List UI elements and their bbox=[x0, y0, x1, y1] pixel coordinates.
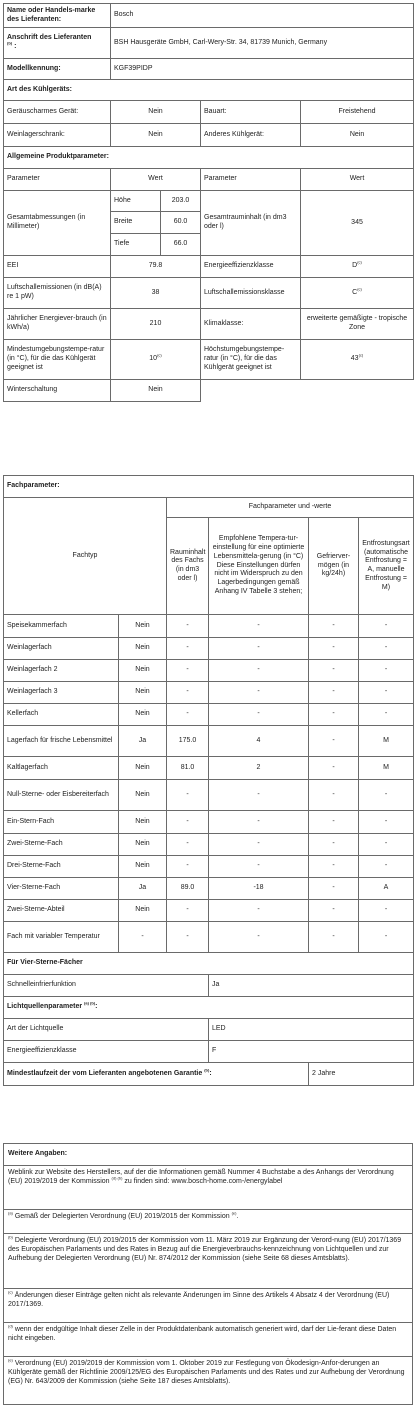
table-row: Weinlagerfach Nein - - - - bbox=[4, 638, 414, 660]
param-header-2: Parameter bbox=[201, 169, 301, 191]
col-temp-header: Empfohlene Tempera-tur-einstellung für eine optimierte Lebensmittela-gerung (in °C) Diese Einstellungen dürfen nicht im Widerspruch zu den Lagerbedingungen gemäß Anhang IV Tabelle 3 stehen; bbox=[209, 518, 309, 615]
low-noise-value: Nein bbox=[111, 101, 201, 124]
dims-label: Gesamtabmessungen (in Millimeter) bbox=[4, 191, 111, 256]
light-header: Lichtquellenparameter $^{(a) (b)}$: bbox=[4, 997, 414, 1019]
table-row: Null-Sterne- oder Eisbereiterfach Nein - - - - bbox=[4, 780, 414, 811]
footnote-b: $^{(b)}$ Delegierte Verordnung (EU) 2019/2015 der Kommission vom 11. März 2019 zur Ergänzung der Verord-nung (EU) 2017/1369 des Europäischen Parlaments und des Rates in Bezug auf die Energieverbrauchs-kennzeichnung von Lichtquellen und zur Aufhebung der Delegierten Verordnung (EU) Nr. 874/2012 der Kommission (siehe Seite 68 dieses Amtsblatts). bbox=[4, 1234, 413, 1289]
fachtyp-header: Fachtyp bbox=[4, 498, 167, 615]
table-row: Lagerfach für frische Lebensmittel Ja 175.0 4 - M bbox=[4, 726, 414, 757]
weblink-text: Weblink zur Website des Herstellers, auf der die Informationen gemäß Nummer 4 Buchstabe a des Anhangs der Verordnung (EU) 2019/2019 der Kommission $^{(d) (b)}$ zu finden sind: www.bosch-home.com-/energylabel bbox=[4, 1166, 413, 1210]
min-temp-label: Mindestumgebungstempe-ratur (in °C), für die das Kühlgerät geeignet ist bbox=[4, 340, 111, 380]
wine-value: Nein bbox=[111, 124, 201, 147]
winter-value: Nein bbox=[111, 380, 201, 402]
additional-info-table bbox=[3, 1143, 413, 1405]
warranty-value: 2 Jahre bbox=[309, 1063, 414, 1086]
noise-label: Luftschallemissionen (in dB(A) re 1 pW) bbox=[4, 278, 111, 309]
table-row: Zwei-Sterne-Abteil Nein - - - - bbox=[4, 900, 414, 922]
depth-label: Tiefe bbox=[111, 234, 161, 256]
max-temp-value: 43$^{(c)}$ bbox=[301, 340, 414, 380]
wert-header: Wert bbox=[111, 169, 201, 191]
volume-label: Gesamtrauminhalt (in dm3 oder l) bbox=[201, 191, 301, 256]
model-label: Modellkennung: bbox=[4, 59, 111, 80]
compartment-table bbox=[3, 475, 414, 1086]
table-row: Zwei-Sterne-Fach Nein - - - - bbox=[4, 834, 414, 856]
min-temp-value: 10$^{(c)}$ bbox=[111, 340, 201, 380]
footnote-a: $^{(a)}$ Gemäß der Delegierten Verordnung (EU) 2019/2015 der Kommission $^{(e)}$. bbox=[4, 1210, 413, 1234]
height-value: 203.0 bbox=[161, 191, 201, 212]
eei-label: EEI bbox=[4, 256, 111, 278]
address-value: BSH Hausgeräte GmbH, Carl-Wery-Str. 34, 81739 Munich, Germany bbox=[111, 28, 414, 59]
height-label: Höhe bbox=[111, 191, 161, 212]
werte-header: Fachparameter und -werte bbox=[167, 498, 414, 518]
quick-freeze-label: Schnelleinfrierfunktion bbox=[4, 975, 209, 997]
light-class-label: Energieeffizienzklasse bbox=[4, 1041, 209, 1063]
type-header: Art des Kühlgeräts: bbox=[4, 80, 414, 101]
warranty-label: Mindestlaufzeit der vom Lieferanten angebotenen Garantie $^{(b)}$: bbox=[4, 1063, 309, 1086]
address-label: Anschrift des Lieferanten bbox=[7, 34, 92, 42]
light-type-label: Art der Lichtquelle bbox=[4, 1019, 209, 1041]
table-row: Fach mit variabler Temperatur - - - - - bbox=[4, 922, 414, 953]
noise-class-value: $C^{(c)}$ bbox=[301, 278, 414, 309]
supplier-value: Bosch bbox=[111, 4, 414, 28]
other-value: Nein bbox=[301, 124, 414, 147]
width-label: Breite bbox=[111, 212, 161, 234]
max-temp-label: Höchstumgebungstempe-ratur (in °C), für die das Kühlgerät geeignet ist bbox=[201, 340, 301, 380]
eclass-label: Energieeffizienzklasse bbox=[201, 256, 301, 278]
depth-value: 66.0 bbox=[161, 234, 201, 256]
wine-label: Weinlagerschrank: bbox=[4, 124, 111, 147]
noise-class-label: Luftschallemissionsklasse bbox=[201, 278, 301, 309]
col-volume-header: Rauminhalt des Fachs (in dm3 oder l) bbox=[167, 518, 209, 615]
climate-value: erweiterte gemäßigte - tropische Zone bbox=[301, 309, 414, 340]
footnote-e: $^{(e)}$ Verordnung (EU) 2019/2019 der Kommission vom 1. Oktober 2019 zur Festlegung von Ökodesign-Anfor-derungen an Kühlgeräte gemäß der Richtlinie 2009/125/EG des Europäischen Parlaments und des Rates und zur Aufhebung der Verordnung (EG) Nr. 643/2009 der Kommission (siehe Seite 187 dieses Amtsblatts). bbox=[4, 1357, 413, 1405]
table-row: Weinlagerfach 2 Nein - - - - bbox=[4, 660, 414, 682]
product-info-table: Name oder Handels-marke des Lieferanten: Bosch Anschrift des Lieferanten $^{(b)}$ : BSH Hausgeräte GmbH, Carl-Wery-Str. 34, 81739 Munich, Germany Modellkennung: KGF39PIDP Art des Kühlgeräts: Geräuscharmes Gerät: Nein Bauart: Freistehend Weinlagerschrank: Nein Anderes Kühlgerät: Nein Allgemeine Produktparameter: Parameter Wert Parameter Wert Gesamtabmessungen (in Millimeter) Höhe 203.0 Gesamtrauminhalt (in dm3 oder l) 345 Breite 60.0 Tiefe 66.0 EEI 79.8 Energieeffizienzklasse $D^{(c)}$ Luftschallemissionen (in dB(A) re 1 pW) 38 Luftschallemissionsklasse $C^{(c)}$ Jährlicher Energiever-brauch (in kWh/a) 210 Klimaklasse: erweiterte gemäßigte - tropische Zone Mindestumgebungstempe-ratur (in °C), für die das Kühlgerät geeignet ist 10$^{(c)}$ Höchstumgebungstempe-ratur (in °C), für die das Kühlgerät geeignet ist 43$^{(c)}$ Winterschaltung Nein bbox=[3, 3, 414, 402]
fach-header: Fachparameter: bbox=[4, 476, 414, 498]
noise-value: 38 bbox=[111, 278, 201, 309]
eclass-value: $D^{(c)}$ bbox=[301, 256, 414, 278]
table-row: Kaltlagerfach Nein 81.0 2 - M bbox=[4, 757, 414, 780]
table-row: Vier-Sterne-Fach Ja 89.0 -18 - A bbox=[4, 878, 414, 900]
light-type-value: LED bbox=[209, 1019, 414, 1041]
four-star-header: Für Vier-Sterne-Fächer bbox=[4, 953, 414, 975]
model-value: KGF39PIDP bbox=[111, 59, 414, 80]
quick-freeze-value: Ja bbox=[209, 975, 414, 997]
footnote-d: $^{(d)}$ wenn der endgültige Inhalt dieser Zelle in der Produktdatenbank automatisch generiert wird, darf der Lie-ferant diese Daten nicht eingeben. bbox=[4, 1323, 413, 1357]
general-header: Allgemeine Produktparameter: bbox=[4, 147, 414, 169]
energy-label: Jährlicher Energiever-brauch (in kWh/a) bbox=[4, 309, 111, 340]
param-header: Parameter bbox=[4, 169, 111, 191]
additional-header: Weitere Angaben: bbox=[4, 1144, 413, 1166]
table-row: Ein-Stern-Fach Nein - - - - bbox=[4, 811, 414, 834]
design-value: Freistehend bbox=[301, 101, 414, 124]
light-class-value: F bbox=[209, 1041, 414, 1063]
col-freeze-header: Gefrierver-mögen (in kg/24h) bbox=[309, 518, 359, 615]
supplier-label: Name oder Handels-marke des Lieferanten: bbox=[4, 4, 111, 28]
other-label: Anderes Kühlgerät: bbox=[201, 124, 301, 147]
table-row: Speisekammerfach Nein - - - - bbox=[4, 615, 414, 638]
low-noise-label: Geräuscharmes Gerät: bbox=[4, 101, 111, 124]
volume-value: 345 bbox=[301, 191, 414, 256]
table-row: Weinlagerfach 3 Nein - - - - bbox=[4, 682, 414, 704]
table-row: Kellerfach Nein - - - - bbox=[4, 704, 414, 726]
winter-label: Winterschaltung bbox=[4, 380, 111, 402]
width-value: 60.0 bbox=[161, 212, 201, 234]
climate-label: Klimaklasse: bbox=[201, 309, 301, 340]
energy-value: 210 bbox=[111, 309, 201, 340]
col-defrost-header: Entfrostungsart (automatische Entfrostung = A, manuelle Entfrostung = M) bbox=[359, 518, 414, 615]
design-label: Bauart: bbox=[201, 101, 301, 124]
eei-value: 79.8 bbox=[111, 256, 201, 278]
wert-header-2: Wert bbox=[301, 169, 414, 191]
table-row: Drei-Sterne-Fach Nein - - - - bbox=[4, 856, 414, 878]
footnote-c: $^{(c)}$ Änderungen dieser Einträge gelten nicht als relevante Änderungen im Sinne des Artikels 4 Absatz 4 der Verordnung (EU) 2017/1369. bbox=[4, 1289, 413, 1323]
